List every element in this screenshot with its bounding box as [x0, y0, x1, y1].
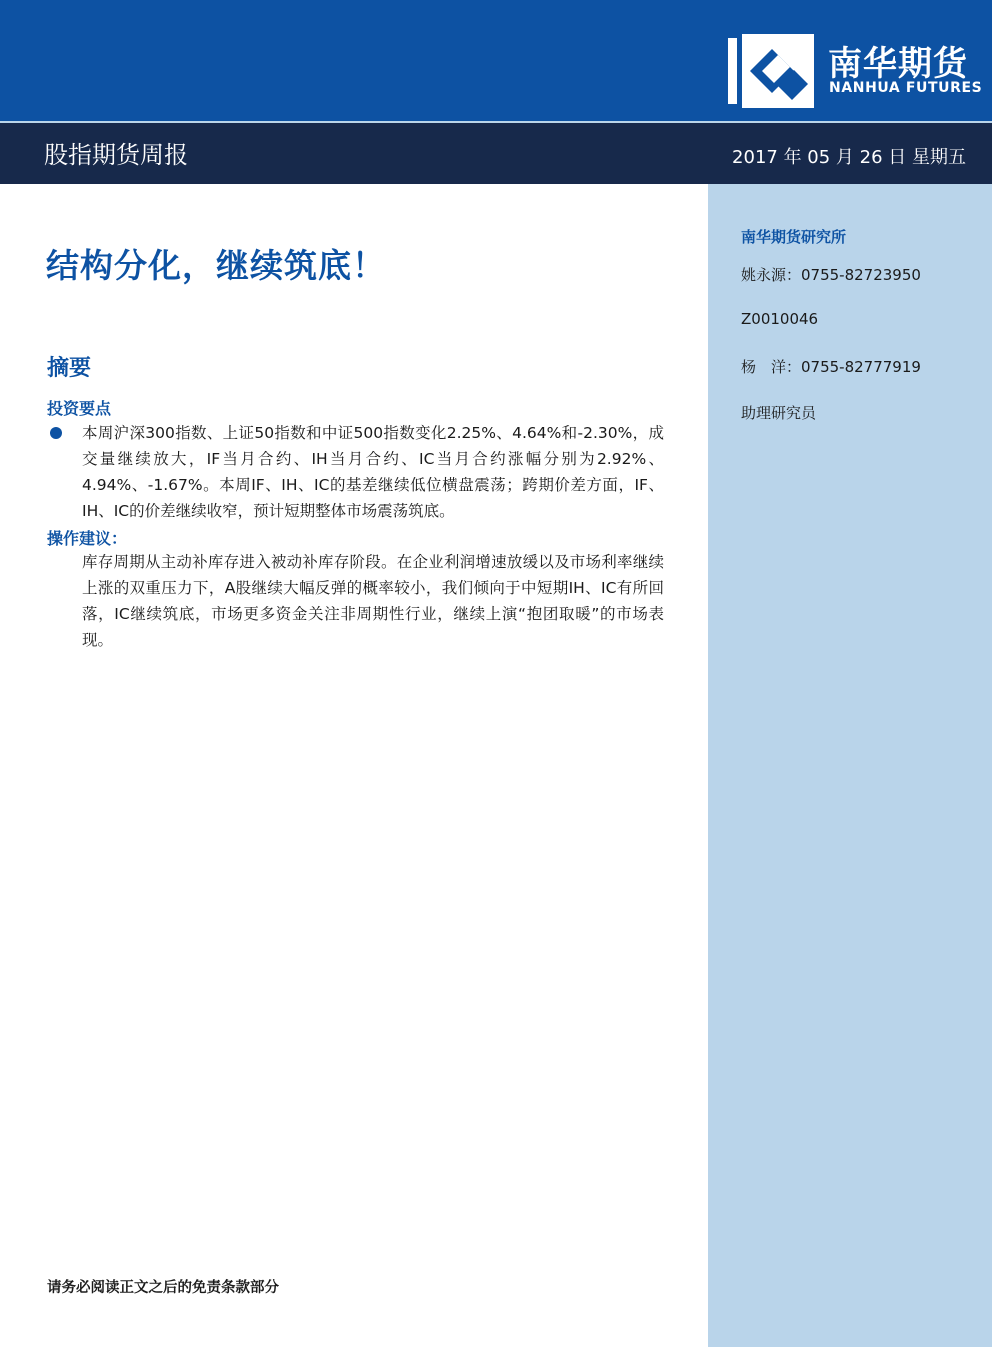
logo-name-cn: 南华期货	[828, 44, 968, 84]
report-type-title: 股指期货周报	[44, 141, 188, 169]
sidebar-license-id: Z0010046	[741, 310, 819, 328]
sidebar-analyst-1: 姚永源：0755-82723950	[741, 266, 921, 284]
sidebar-org: 南华期货研究所	[741, 228, 847, 246]
disclaimer-note: 请务必阅读正文之后的免责条款部分	[47, 1280, 279, 1296]
bullet-dot-icon	[50, 427, 62, 439]
company-logo	[728, 34, 983, 108]
report-headline: 结构分化，继续筑底！	[46, 246, 386, 285]
advice-heading: 操作建议：	[47, 529, 128, 548]
report-date: 2017 年 05 月 26 日 星期五	[732, 147, 966, 168]
advice-paragraph: 库存周期从主动补库存进入被动补库存阶段。在企业利润增速放缓以及市场利率继续上涨的双重压力下，A股继续大幅反弹的概率较小，我们倾向于中短期IH、IC有所回落，IC继续筑底，市场更多资金关注非周期性行业，继续上演“抱团取暖”的市场表现。	[82, 553, 664, 649]
logo-name-en: NANHUA FUTURES	[829, 80, 983, 96]
sidebar-role: 助理研究员	[741, 404, 817, 422]
key-points-paragraph: 本周沪深300指数、上证50指数和中证500指数变化2.25%、4.64%和-2.30%，成交量继续放大，IF当月合约、IH当月合约、IC当月合约涨幅分别为2.92%、4.94%、-1.67%。本周IF、IH、IC的基差继续低位横盘震荡；跨期价差方面，IF、IH、IC的价差继续收窄，预计短期整体市场震荡筑底。	[82, 424, 664, 520]
sidebar-analyst-2: 杨 洋：0755-82777919	[741, 358, 921, 376]
abstract-heading: 摘要	[47, 356, 92, 381]
key-points-heading: 投资要点	[47, 399, 112, 418]
nanhua-logo-mark-icon	[728, 34, 814, 108]
